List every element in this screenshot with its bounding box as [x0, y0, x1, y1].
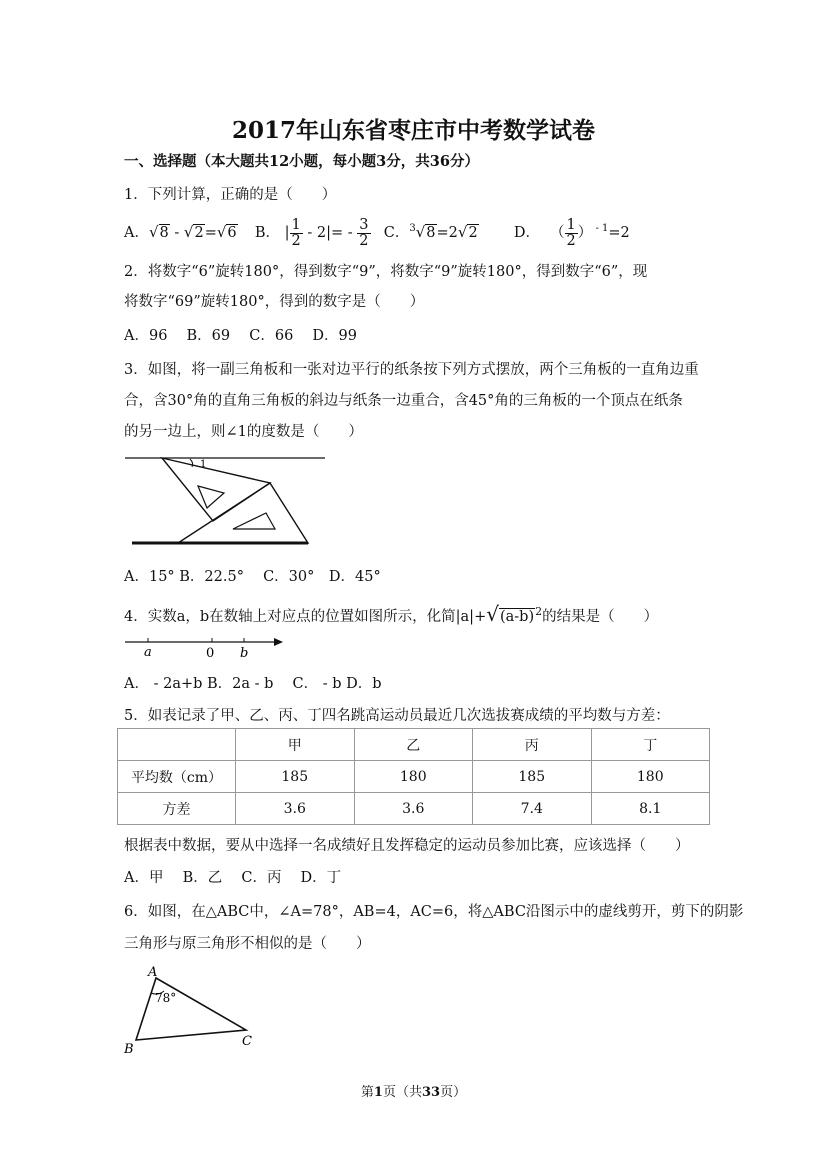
vertex-a-label: A [148, 965, 158, 980]
section-heading: 一、选择题（本大题共12小题，每小题3分，共36分） [124, 153, 479, 170]
q4-radicand: (a-b) [499, 609, 535, 625]
table-header-cell: 丁 [591, 729, 710, 761]
denominator: 2 [566, 232, 576, 249]
footer-total-pages: 33 [421, 1085, 441, 1100]
denominator: 2 [359, 232, 369, 249]
q1-b-fraction1 [290, 218, 303, 248]
q1-stem: 1．下列计算，正确的是（ ） [124, 187, 337, 203]
triangle-30-60-hole [198, 486, 224, 508]
q4-stem-post: 的结果是（ ） [542, 609, 659, 625]
triangle-45 [178, 483, 308, 543]
footer-mid: 页（共 [382, 1085, 422, 1100]
angle-1-label: 1 [200, 459, 207, 470]
q1-d-eq: =2 [608, 225, 630, 241]
footer-page-number: 1 [373, 1085, 383, 1100]
table-cell: 方差 [118, 793, 236, 825]
numerator: 1 [566, 217, 576, 233]
table-cell: 180 [354, 761, 473, 793]
q4-stem [124, 602, 658, 626]
q1-d-exponent: - 1 [592, 223, 609, 235]
q1-options [124, 218, 630, 248]
label-b: b [240, 646, 249, 661]
q1-c-eq: =2 [436, 225, 458, 241]
q4-number-line [120, 632, 290, 662]
q2-line2: 将数字“69”旋转180°，得到的数字是（ ） [124, 294, 425, 310]
q6-line1: 6．如图，在△ABC中，∠A=78°，AB=4，AC=6，将△ABC沿图示中的虚线剪开，剪下的阴影 [124, 904, 744, 920]
q4-exponent: 2 [535, 605, 543, 619]
denominator: 2 [291, 232, 301, 249]
q1-c-radicand1: 8 [426, 225, 436, 241]
q1-b-bar: | [284, 225, 290, 241]
q1-d-label: D． [513, 225, 541, 241]
page-title: 2017年山东省枣庄市中考数学试卷 [231, 117, 595, 144]
numerator: 1 [291, 217, 301, 233]
label-0: 0 [206, 646, 215, 661]
q1-a-radicand2: 2 [194, 225, 204, 241]
q3-options: A．15° B．22.5° C．30° D．45° [124, 569, 381, 585]
table-cell: 185 [236, 761, 355, 793]
table-header-cell: 乙 [354, 729, 473, 761]
table-cell: 平均数（cm） [118, 761, 236, 793]
q6-line2: 三角形与原三角形不相似的是（ ） [124, 936, 371, 952]
table-row [118, 793, 710, 825]
table-cell: 180 [591, 761, 710, 793]
q3-figure [120, 450, 330, 550]
sqrt-symbol: √ [457, 223, 468, 241]
vertex-c-label: C [242, 1034, 252, 1049]
table-cell: 3.6 [354, 793, 473, 825]
q1-a-eq: = [204, 225, 217, 241]
q1-c-label: C． [383, 225, 410, 241]
q5-table [117, 728, 710, 825]
q1-b-mid: - 2|= - [302, 225, 358, 241]
table-header-cell: 丙 [473, 729, 592, 761]
q3-line3: 的另一边上，则∠1的度数是（ ） [124, 424, 363, 440]
q1-b-fraction2 [357, 218, 370, 248]
table-cell: 7.4 [473, 793, 592, 825]
q1-a-label: A． [124, 225, 149, 241]
q1-a-radicand1: 8 [159, 225, 169, 241]
table-cell: 3.6 [236, 793, 355, 825]
q1-a-minus: - [169, 225, 184, 241]
table-header-cell [118, 729, 236, 761]
sqrt-symbol: √ [183, 223, 194, 241]
q2-line1: 2．将数字“6”旋转180°，得到数字“9”，将数字“9”旋转180°，得到数字“6”，现 [124, 264, 648, 280]
q4-options: A． - 2a+b B．2a - b C． - b D．b [124, 676, 382, 692]
triangle-abc [136, 978, 246, 1040]
q4-stem-pre: 4．实数a，b在数轴上对应点的位置如图所示，化简|a|+ [124, 609, 487, 625]
numerator: 3 [359, 217, 369, 233]
footer-pre: 第 [360, 1085, 374, 1100]
table-header-row [118, 729, 710, 761]
table-cell: 8.1 [591, 793, 710, 825]
angle-1-arc [190, 459, 193, 467]
q3-line1: 3．如图，将一副三角板和一张对边平行的纸条按下列方式摆放，两个三角板的一直角边重 [124, 362, 699, 378]
triangle-45-hole [233, 513, 275, 529]
q1-c-radicand2: 2 [468, 225, 478, 241]
q5-options: A．甲 B．乙 C．丙 D．丁 [124, 870, 342, 886]
vertex-b-label: B [124, 1042, 134, 1057]
sqrt-symbol: √ [415, 223, 426, 241]
arrow-right-icon [274, 638, 283, 646]
page-footer [0, 1081, 827, 1100]
sqrt-symbol: √ [216, 223, 227, 241]
sqrt-symbol: √ [486, 602, 499, 626]
q1-a-radicand3: 6 [227, 225, 237, 241]
triangle-30-60 [162, 458, 270, 521]
table-row [118, 761, 710, 793]
q6-triangle-figure [118, 960, 268, 1060]
q1-c-index: 3 [409, 223, 416, 235]
q1-d-fraction [565, 218, 578, 248]
table-cell: 185 [473, 761, 592, 793]
q5-after: 根据表中数据，要从中选择一名成绩好且发挥稳定的运动员参加比赛，应该选择（ ） [124, 838, 690, 854]
label-a: a [144, 645, 152, 660]
q2-options: A．96 B．69 C．66 D．99 [124, 328, 357, 344]
q5-stem: 5．如表记录了甲、乙、丙、丁四名跳高运动员最近几次选拔赛成绩的平均数与方差： [124, 708, 670, 724]
table-header-cell: 甲 [236, 729, 355, 761]
q1-d-close: ） [577, 225, 593, 241]
q1-d-open: （ [550, 225, 565, 241]
sqrt-symbol: √ [148, 223, 159, 241]
footer-post: 页） [440, 1085, 467, 1100]
q3-line2: 合，含30°角的直角三角板的斜边与纸条一边重合，含45°角的三角板的一个顶点在纸条 [124, 393, 683, 409]
angle-78-label: 78° [155, 991, 177, 1005]
q1-b-label: B． [254, 225, 281, 241]
